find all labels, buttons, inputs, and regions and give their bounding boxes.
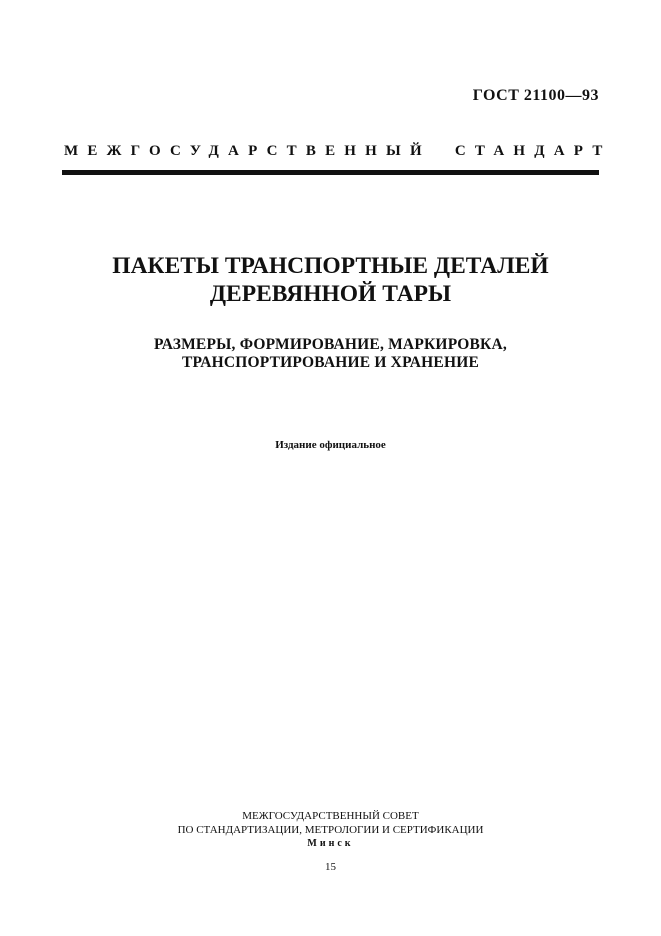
publisher <box>0 809 661 837</box>
standard-type-heading <box>64 143 612 160</box>
publisher-line-1: МЕЖГОСУДАРСТВЕННЫЙ СОВЕТ <box>242 810 419 822</box>
title-line-1: ПАКЕТЫ ТРАНСПОРТНЫЕ ДЕТАЛЕЙ <box>112 253 549 279</box>
publication-city: Минск <box>307 838 354 849</box>
standard-type-left: МЕЖГОСУДАРСТВЕННЫЙ <box>64 143 431 159</box>
title-line-2: ДЕРЕВЯННОЙ ТАРЫ <box>209 281 452 307</box>
document-title <box>0 252 661 308</box>
publisher-line-2: ПО СТАНДАРТИЗАЦИИ, МЕТРОЛОГИИ И СЕРТИФИКАЦИИ <box>177 824 484 836</box>
standard-type-right: СТАНДАРТ <box>454 143 612 159</box>
edition-note: Издание официальное <box>275 439 386 451</box>
document-subtitle <box>0 336 661 372</box>
page-number: 15 <box>325 861 336 873</box>
header-rule <box>62 170 599 175</box>
document-code: ГОСТ 21100—93 <box>472 87 599 104</box>
subtitle-line-2: ТРАНСПОРТИРОВАНИЕ И ХРАНЕНИЕ <box>182 354 479 371</box>
subtitle-line-1: РАЗМЕРЫ, ФОРМИРОВАНИЕ, МАРКИРОВКА, <box>154 336 507 353</box>
